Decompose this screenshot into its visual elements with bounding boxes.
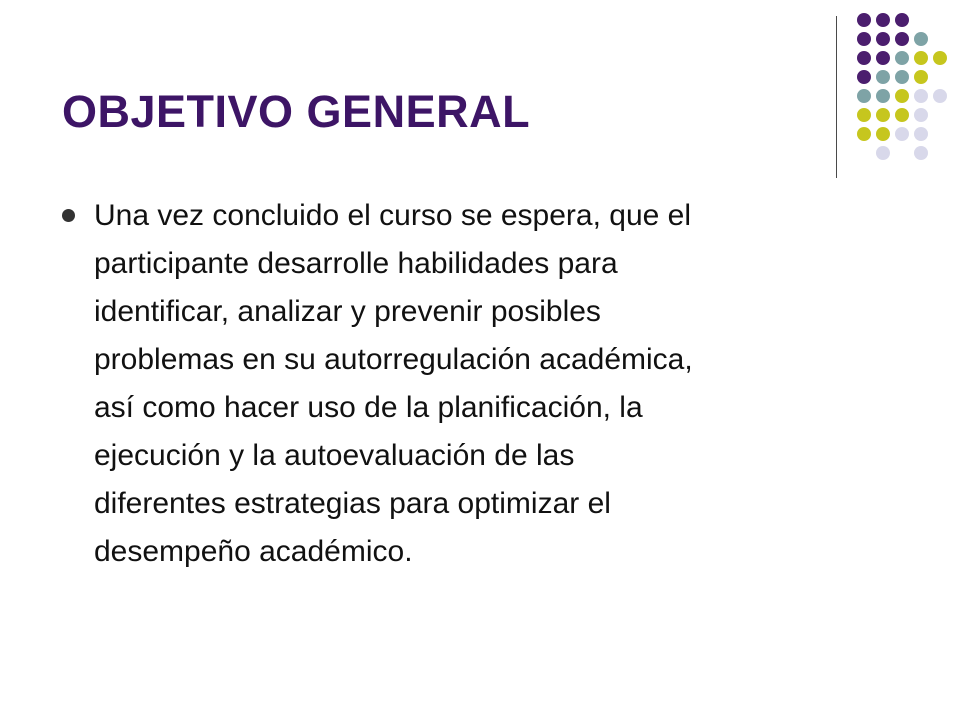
decorative-dot <box>876 146 890 160</box>
decorative-dot <box>914 70 928 84</box>
decorative-dot <box>876 89 890 103</box>
decorative-dot <box>857 89 871 103</box>
bullet-list <box>60 192 910 576</box>
decorative-dot <box>857 70 871 84</box>
decorative-dot <box>876 51 890 65</box>
decorative-dot <box>857 108 871 122</box>
decorative-dot <box>857 32 871 46</box>
decorative-dot <box>914 127 928 141</box>
decorative-dot <box>895 89 909 103</box>
decorative-dot <box>914 51 928 65</box>
decorative-dot <box>933 89 947 103</box>
decorative-dot <box>876 127 890 141</box>
decorative-dot <box>914 32 928 46</box>
decorative-dot <box>857 13 871 27</box>
decorative-dot <box>895 70 909 84</box>
decorative-dot <box>876 13 890 27</box>
decorative-divider-line <box>836 16 837 178</box>
decorative-dot <box>914 146 928 160</box>
decorative-dot <box>895 51 909 65</box>
decorative-dot <box>914 108 928 122</box>
decorative-dot <box>895 108 909 122</box>
decorative-dot <box>876 32 890 46</box>
decorative-dot <box>857 51 871 65</box>
bullet-icon <box>62 209 75 222</box>
decorative-dot <box>857 127 871 141</box>
bullet-item <box>60 192 910 576</box>
bullet-text: Una vez concluido el curso se espera, que el participante desarrolle habilidades para identificar, analizar y prevenir posibles problemas en su autorregulación académica, así como hacer uso de la planificación, la ejecución y la autoevaluación de las diferentes estrategias para optimizar el desempeño académico. <box>94 199 693 568</box>
slide-title: OBJETIVO GENERAL <box>62 86 531 137</box>
decorative-dot <box>895 13 909 27</box>
decorative-dot <box>914 89 928 103</box>
decorative-dot <box>876 108 890 122</box>
decorative-dot <box>895 127 909 141</box>
decorative-dot <box>876 70 890 84</box>
decorative-dot <box>933 51 947 65</box>
decorative-dot <box>895 32 909 46</box>
